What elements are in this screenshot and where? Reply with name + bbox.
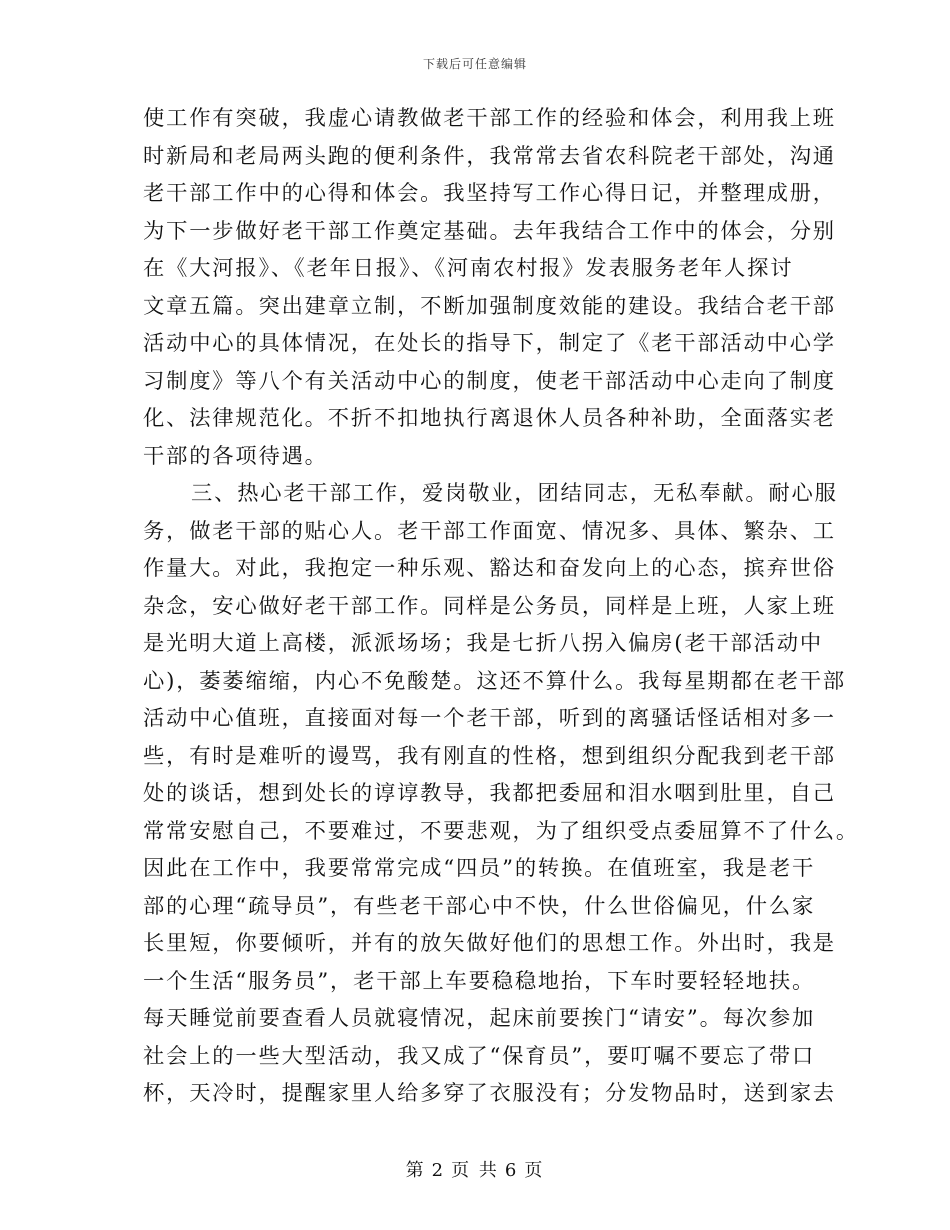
text-line: 一个生活“服务员”，老干部上车要稳稳地抬，下车时要轻轻地扶。	[143, 968, 816, 994]
text-line: 使工作有突破，我虚心请教做老干部工作的经验和体会，利用我上班	[143, 106, 836, 131]
body-text	[143, 100, 860, 1113]
text-line: 为下一步做好老干部工作奠定基础。去年我结合工作中的体会，分别	[143, 218, 836, 244]
text-line: 心)，萎萎缩缩，内心不免酸楚。这还不算什么。我每星期都在老干部	[143, 668, 847, 694]
text-line: 长里短，你要倾听，并有的放矢做好他们的思想工作。外出时，我是	[143, 931, 836, 956]
page-number-prefix: 第	[405, 1160, 426, 1181]
text-line: 活动中心值班，直接面对每一个老干部，听到的离骚话怪话相对多一	[143, 706, 836, 731]
paragraph-start-line: 三、热心老干部工作，爱岗敬业，团结同志，无私奉献。耐心服	[191, 481, 838, 506]
text-line: 杂念，安心做好老干部工作。同样是公务员，同样是上班，人家上班	[143, 593, 836, 619]
text-line: 杯，天冷时，提醒家里人给多穿了衣服没有；分发物品时，送到家去	[143, 1081, 836, 1106]
page-number-suffix: 页	[524, 1160, 545, 1181]
total-page-count: 6	[504, 1160, 519, 1181]
text-line: 处的谈话，想到处长的谆谆教导，我都把委屈和泪水咽到肚里，自己	[143, 781, 836, 806]
page-header: 下载后可任意编辑	[422, 57, 527, 71]
page-number-middle: 页 共	[451, 1160, 499, 1181]
text-line: 社会上的一些大型活动，我又成了“保育员”，要叮嘱不要忘了带口	[143, 1043, 816, 1069]
text-line: 务，做老干部的贴心人。老干部工作面宽、情况多、具体、繁杂、工	[143, 518, 836, 544]
text-line: 文章五篇。突出建章立制，不断加强制度效能的建设。我结合老干部	[143, 293, 836, 319]
text-line: 在《大河报》、《老年日报》、《河南农村报》发表服务老年人探讨	[143, 256, 794, 281]
text-line: 些，有时是难听的谩骂，我有刚直的性格，想到组织分配我到老干部	[143, 743, 836, 769]
text-line: 因此在工作中，我要常常完成“四员”的转换。在值班室，我是老干	[143, 856, 816, 881]
text-line: 活动中心的具体情况，在处长的指导下，制定了《老干部活动中心学	[143, 331, 836, 356]
text-line: 作量大。对此，我抱定一种乐观、豁达和奋发向上的心态，摈弃世俗	[143, 556, 836, 581]
text-line: 习制度》等八个有关活动中心的制度，使老干部活动中心走向了制度	[143, 368, 836, 394]
text-line: 老干部工作中的心得和体会。我坚持写工作心得日记，并整理成册，	[143, 181, 836, 206]
text-line: 化、法律规范化。不折不扣地执行离退休人员各种补助，全面落实老	[143, 406, 836, 431]
text-line: 部的心理“疏导员”，有些老干部心中不快，什么世俗偏见，什么家	[143, 893, 816, 919]
text-line: 常常安慰自己，不要难过，不要悲观，为了组织受点委屈算不了什么。	[143, 818, 860, 844]
text-line: 是光明大道上高楼，派派场场；我是七折八拐入偏房(老干部活动中	[143, 631, 823, 656]
current-page-number: 2	[431, 1160, 446, 1181]
text-line: 时新局和老局两头跑的便利条件，我常常去省农科院老干部处，沟通	[143, 143, 836, 169]
page-footer	[0, 1156, 950, 1182]
text-line: 干部的各项待遇。	[143, 443, 328, 469]
text-line: 每天睡觉前要查看人员就寝情况，起床前要挨门“请安”。每次参加	[143, 1006, 816, 1031]
